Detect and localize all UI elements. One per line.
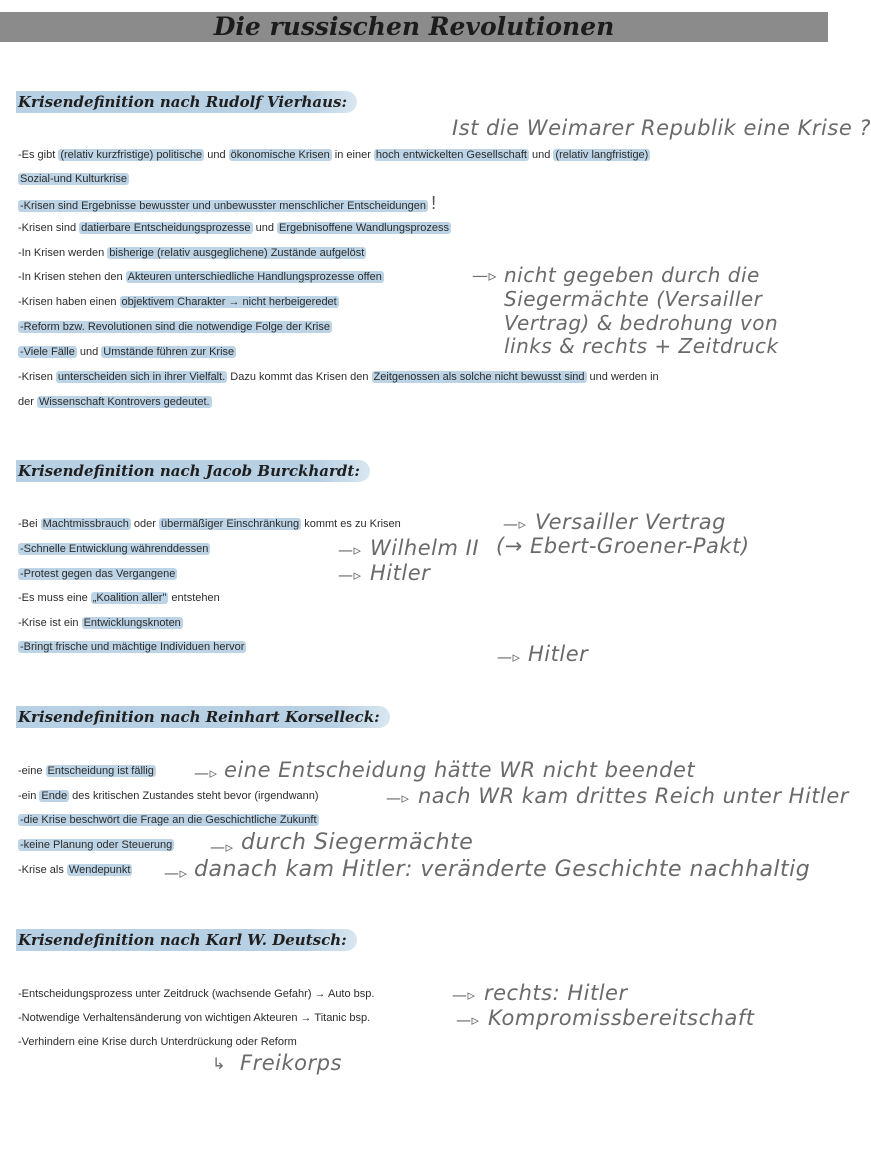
vierhaus-line-6: -In Krisen stehen den Akteuren unterschiedliche Handlungsprozesse offen [18, 271, 382, 283]
arrow-icon: —▹ [452, 986, 476, 1004]
vierhaus-line-1: -Es gibt (relativ kurzfristige) politische und ökonomische Krisen in einer hoch entwickelten Gesellschaft und (relativ langfristige) [18, 149, 649, 161]
question-note: Ist die Weimarer Republik eine Krise ? [452, 116, 871, 140]
vierhaus-line-3: -Krisen sind Ergebnisse bewusster und unbewusster menschlicher Entscheidungen ! [20, 193, 437, 213]
arrow-icon: —▹ [456, 1011, 480, 1029]
vierhaus-note-2: Siegermächte (Versailler [504, 287, 763, 311]
vierhaus-line-10: -Krisen unterscheiden sich in ihrer Vielfalt. Dazu kommt das Krisen den Zeitgenossen als solche nicht bewusst sind und werden in [18, 371, 659, 383]
vierhaus-line-9: -Viele Fälle und Umstände führen zur Krise [20, 346, 235, 358]
burckhardt-line-2: -Schnelle Entwicklung währenddessen [20, 543, 209, 555]
burckhardt-note-wilhelm: Wilhelm II [370, 536, 480, 560]
korselleck-note-3: durch Siegermächte [241, 830, 474, 855]
burckhardt-line-6: -Bringt frische und mächtige Individuen hervor [20, 641, 245, 653]
korselleck-line-3: -die Krise beschwört die Frage an die Geschichtliche Zukunft [20, 814, 317, 826]
vierhaus-note-3: Vertrag) & bedrohung von [504, 311, 779, 335]
burckhardt-line-5: -Krise ist ein Entwicklungsknoten [18, 617, 181, 629]
burckhardt-note-hitler-2: Hitler [528, 642, 589, 666]
return-arrow-icon: ↳ [212, 1054, 226, 1073]
korselleck-note-2: nach WR kam drittes Reich unter Hitler [418, 784, 849, 808]
page-title: Die russischen Revolutionen [213, 12, 615, 41]
vierhaus-line-2: Sozial-und Kulturkrise [20, 173, 127, 185]
korselleck-line-4: -keine Planung oder Steuerung [20, 839, 173, 851]
arrow-icon: —▹ [386, 789, 410, 807]
korselleck-note-1: eine Entscheidung hätte WR nicht beendet [224, 758, 696, 782]
arrow-icon: —▹ [164, 864, 188, 882]
vierhaus-line-7: -Krisen haben einen objektivem Charakter → nicht herbeigeredet [18, 296, 337, 308]
deutsch-note-3: Freikorps [240, 1051, 342, 1075]
vierhaus-line-5: -In Krisen werden bisherige (relativ ausgeglichene) Zustände aufgelöst [18, 247, 365, 259]
section-heading-deutsch: Krisendefinition nach Karl W. Deutsch: [16, 929, 357, 951]
burckhardt-line-3: -Protest gegen das Vergangene [20, 568, 176, 580]
arrow-icon: —▹ [497, 648, 521, 666]
arrow-icon: —▹ [338, 541, 362, 559]
vierhaus-line-11: der Wissenschaft Kontrovers gedeutet. [18, 396, 210, 408]
deutsch-line-2: -Notwendige Verhaltensänderung von wichtigen Akteuren → Titanic bsp. [18, 1012, 371, 1024]
korselleck-note-4: danach kam Hitler: veränderte Geschichte nachhaltig [194, 857, 811, 882]
vierhaus-line-8: -Reform bzw. Revolutionen sind die notwendige Folge der Krise [20, 321, 330, 333]
burckhardt-line-1: -Bei Machtmissbrauch oder übermäßiger Einschränkung kommt es zu Krisen [18, 518, 401, 530]
korselleck-line-2: -ein Ende des kritischen Zustandes steht bevor (irgendwann) [18, 790, 319, 802]
section-heading-vierhaus: Krisendefinition nach Rudolf Vierhaus: [16, 91, 357, 113]
vierhaus-note-1: nicht gegeben durch die [504, 263, 760, 287]
arrow-icon: —▹ [338, 566, 362, 584]
deutsch-line-3: -Verhindern eine Krise durch Unterdrückung oder Reform [18, 1036, 297, 1048]
arrow-icon: —▹ [210, 838, 234, 856]
section-heading-korselleck: Krisendefinition nach Reinhart Korselleck: [16, 706, 390, 728]
burckhardt-note-hitler-1: Hitler [370, 561, 431, 585]
deutsch-note-2: Kompromissbereitschaft [488, 1006, 755, 1030]
deutsch-note-1: rechts: Hitler [484, 981, 628, 1005]
deutsch-line-1: -Entscheidungsprozess unter Zeitdruck (wachsende Gefahr) → Auto bsp. [18, 988, 375, 1000]
arrow-icon: —▹ [503, 515, 527, 533]
section-heading-burckhardt: Krisendefinition nach Jacob Burckhardt: [16, 460, 370, 482]
burckhardt-note-ebert: (→ Ebert-Groener-Pakt) [496, 534, 750, 558]
korselleck-line-5: -Krise als Wendepunkt [18, 864, 131, 876]
arrow-icon: —▹ [472, 266, 498, 285]
arrow-icon: —▹ [194, 764, 218, 782]
vierhaus-line-4: -Krisen sind datierbare Entscheidungsprozesse und Ergebnisoffene Wandlungsprozess [18, 222, 449, 234]
burckhardt-line-4: -Es muss eine „Koalition aller" entstehen [18, 592, 220, 604]
burckhardt-note-versailles: Versailler Vertrag [535, 510, 726, 534]
vierhaus-note-4: links & rechts + Zeitdruck [504, 334, 779, 358]
korselleck-line-1: -eine Entscheidung ist fällig [18, 765, 154, 777]
